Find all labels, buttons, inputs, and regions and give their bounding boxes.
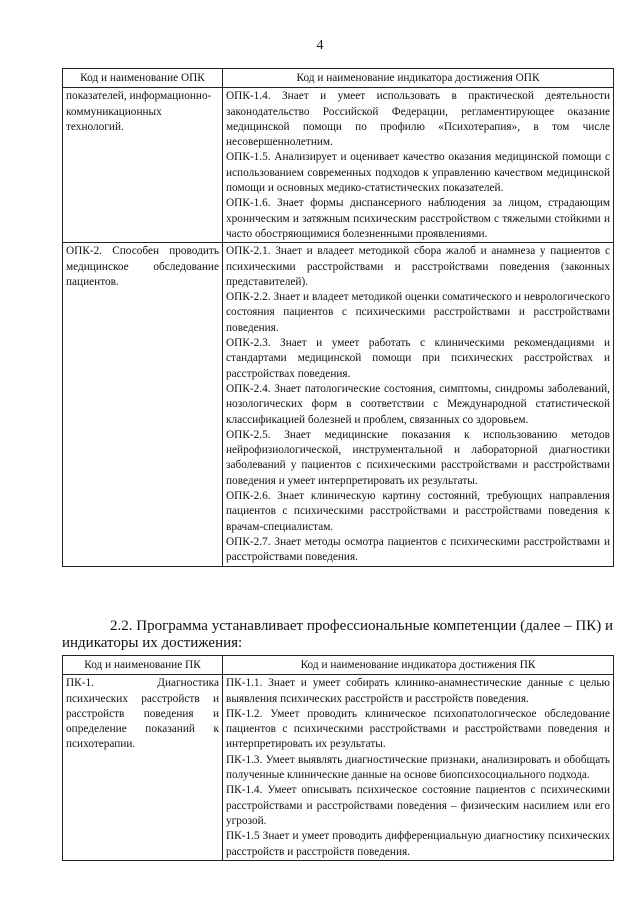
indicator-item: ПК-1.3. Умеет выявлять диагностические признаки, анализировать и обобщать полученные клинические данные на основе биопсихосоциального подхода.: [226, 753, 610, 782]
indicator-item: ОПК-2.4. Знает патологические состояния, симптомы, синдромы заболеваний, нозологических форм в соответствии с Международной статистической классификацией болезней и проблем, связанных со здоровьем.: [226, 382, 610, 426]
indicator-item: ОПК-2.6. Знает клиническую картину состояний, требующих направления пациентов с психическими расстройствами и расстройствами поведения к врачам-специалистам.: [226, 490, 610, 533]
table-header-row: [63, 69, 614, 88]
section-intro: [62, 618, 613, 652]
column-header: Код и наименование индикатора достижения ПК: [223, 656, 614, 675]
competency-cell: ОПК-2. Способен проводить медицинское обследование пациентов.: [63, 243, 223, 566]
indicator-cell: [223, 675, 614, 861]
indicator-item: ПК-1.5 Знает и умеет проводить дифференциальную диагностику психических расстройств и расстройств поведения.: [226, 830, 610, 858]
opk-table: [62, 68, 614, 567]
indicator-cell: [223, 243, 614, 566]
indicator-item: ОПК-2.5. Знает медицинские показания к использованию методов нейрофизиологической, инструментальной и лабораторной диагностики заболеваний у пациентов с психическими расстройствами и расстройствами поведения и умеет интерпретировать их результаты.: [226, 428, 610, 487]
competency-cell: ПК-1. Диагностика психических расстройств и расстройств поведения и определение показаний к психотерапии.: [63, 675, 223, 861]
table-row: [63, 675, 614, 861]
indicator-item: ОПК-2.7. Знает методы осмотра пациентов с психическими расстройствами и расстройствами поведения.: [226, 535, 610, 564]
pk-table: [62, 655, 614, 861]
indicator-item: ОПК-2.2. Знает и владеет методикой оценки соматического и неврологического состояния пациентов с психическими расстройствами и расстройствами поведения.: [226, 291, 610, 334]
indicator-item: ПК-1.1. Знает и умеет собирать клинико-анамнестические данные с целью выявления психических расстройств и расстройств поведения.: [226, 677, 610, 705]
table-header-row: [63, 656, 614, 675]
indicator-item: ОПК-2.3. Знает и умеет работать с клиническими рекомендациями и стандартами медицинской помощи при психических расстройствах и расстройствах поведения.: [226, 337, 610, 380]
table-row: [63, 243, 614, 566]
column-header: Код и наименование ОПК: [63, 69, 223, 88]
indicator-cell: [223, 88, 614, 243]
section-intro-text: 2.2. Программа устанавливает профессиональные компетенции (далее – ПК) и индикаторы их достижения:: [62, 618, 613, 651]
competency-cell: показателей, информационно-коммуникационных технологий.: [63, 88, 223, 243]
indicator-item: ПК-1.2. Умеет проводить клиническое психопатологическое обследование пациентов с психическими расстройствами и расстройствами поведения и интерпретировать их результаты.: [226, 707, 610, 751]
indicator-item: ОПК-1.4. Знает и умеет использовать в практической деятельности законодательство Российской Федерации, регламентирующее оказание медицинской помощи по профилю «Психотерапия», в том числе несовершеннолетним.: [226, 90, 610, 149]
column-header: Код и наименование индикатора достижения ОПК: [223, 69, 614, 88]
column-header: Код и наименование ПК: [63, 656, 223, 675]
indicator-item: ПК-1.4. Умеет описывать психическое состояние пациентов с психическими расстройствами и расстройствами поведения – физическим насилием или его угрозой.: [226, 784, 610, 827]
indicator-item: ОПК-1.5. Анализирует и оценивает качество оказания медицинской помощи с использованием современных подходов к управлению качеством медицинской помощи и основных медико-статистических показателей.: [226, 151, 610, 195]
indicator-item: ОПК-1.6. Знает формы диспансерного наблюдения за лицом, страдающим хроническим и затяжным психическим расстройством с тяжелыми стойкими и часто обостряющимися болезненными проявлениями.: [226, 197, 610, 240]
page-number: 4: [316, 38, 324, 53]
table-row: [63, 88, 614, 243]
indicator-item: ОПК-2.1. Знает и владеет методикой сбора жалоб и анамнеза у пациентов с психическими расстройствами и расстройствами поведения (законных представителей).: [226, 245, 610, 288]
